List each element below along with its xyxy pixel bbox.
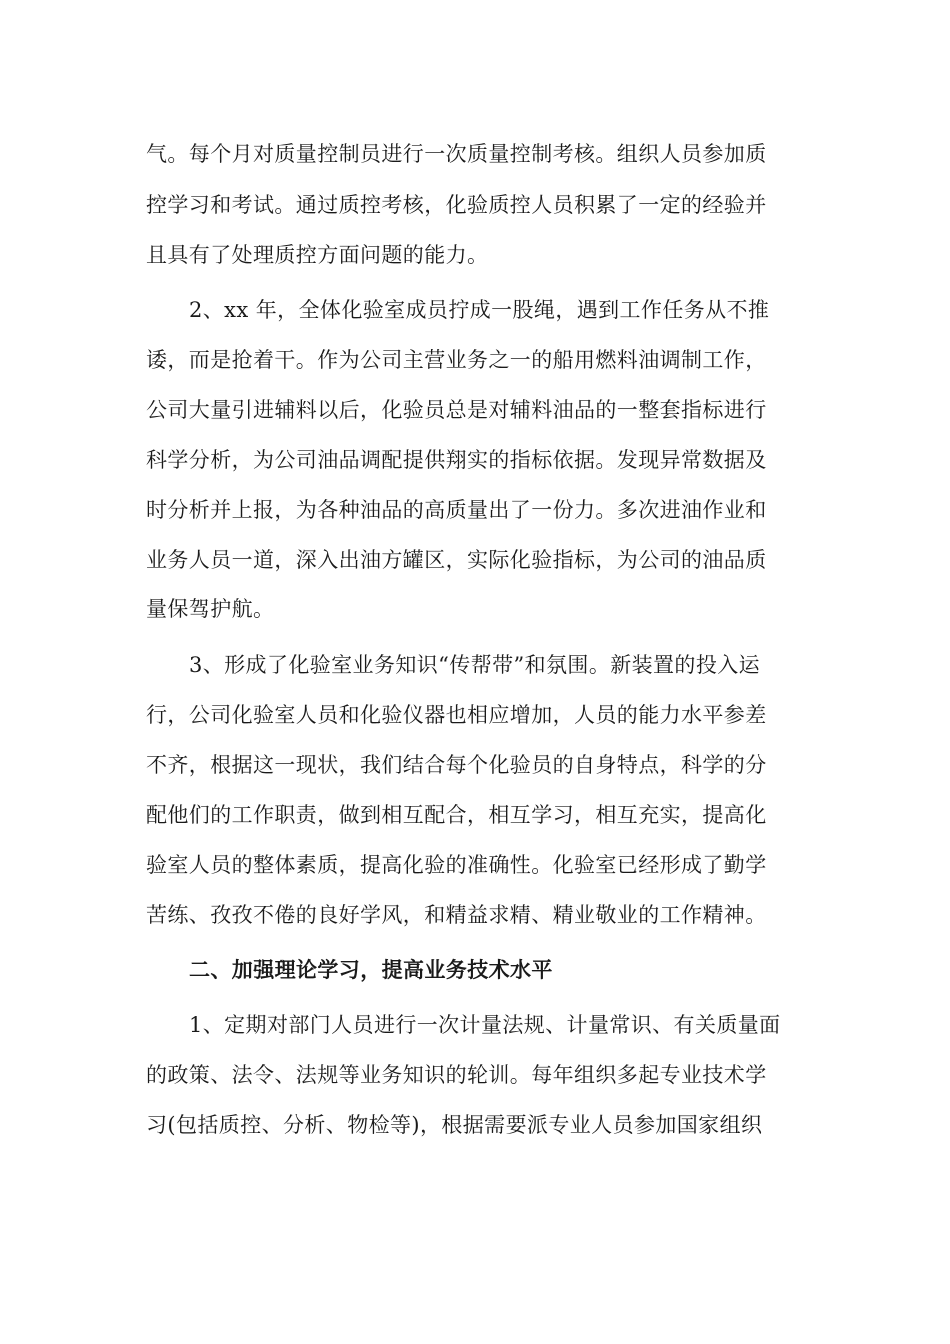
- section-heading-text: 二、加强理论学习，提高业务技术水平: [189, 957, 553, 982]
- paragraph-line: 验室人员的整体素质，提高化验的准确性。化验室已经形成了勤学: [146, 853, 767, 877]
- paragraph-line: 习(包括质控、分析、物检等)，根据需要派专业人员参加国家组织: [146, 1113, 763, 1137]
- paragraph-line: 且具有了处理质控方面问题的能力。: [146, 243, 489, 267]
- paragraph-line: 公司大量引进辅料以后，化验员总是对辅料油品的一整套指标进行: [146, 398, 767, 422]
- paragraph-line: 时分析并上报，为各种油品的高质量出了一份力。多次进油作业和: [146, 498, 767, 522]
- paragraph-line: 量保驾护航。: [146, 597, 275, 621]
- paragraph-line: 1、定期对部门人员进行一次计量法规、计量常识、有关质量面: [189, 1013, 781, 1037]
- paragraph-line: 控学习和考试。通过质控考核，化验质控人员积累了一定的经验并: [146, 193, 767, 217]
- paragraph-line: 科学分析，为公司油品调配提供翔实的指标依据。发现异常数据及: [146, 448, 767, 472]
- paragraph-line: 气。每个月对质量控制员进行一次质量控制考核。组织人员参加质: [146, 142, 767, 166]
- paragraph-line: 业务人员一道，深入出油方罐区，实际化验指标，为公司的油品质: [146, 548, 767, 572]
- paragraph-line: 3、形成了化验室业务知识“传帮带”和氛围。新装置的投入运: [189, 653, 761, 677]
- paragraph-line: 的政策、法令、法规等业务知识的轮训。每年组织多起专业技术学: [146, 1063, 767, 1087]
- paragraph-line: 行，公司化验室人员和化验仪器也相应增加，人员的能力水平参差: [146, 703, 767, 727]
- paragraph-line: 不齐，根据这一现状，我们结合每个化验员的自身特点，科学的分: [146, 753, 767, 777]
- paragraph-line: 2、xx 年，全体化验室成员拧成一股绳，遇到工作任务从不推: [189, 298, 770, 322]
- paragraph-line: 诿，而是抢着干。作为公司主营业务之一的船用燃料油调制工作，: [146, 348, 767, 372]
- paragraph-line: 苦练、孜孜不倦的良好学风，和精益求精、精业敬业的工作精神。: [146, 903, 767, 927]
- paragraph-line: 配他们的工作职责，做到相互配合，相互学习，相互充实，提高化: [146, 803, 767, 827]
